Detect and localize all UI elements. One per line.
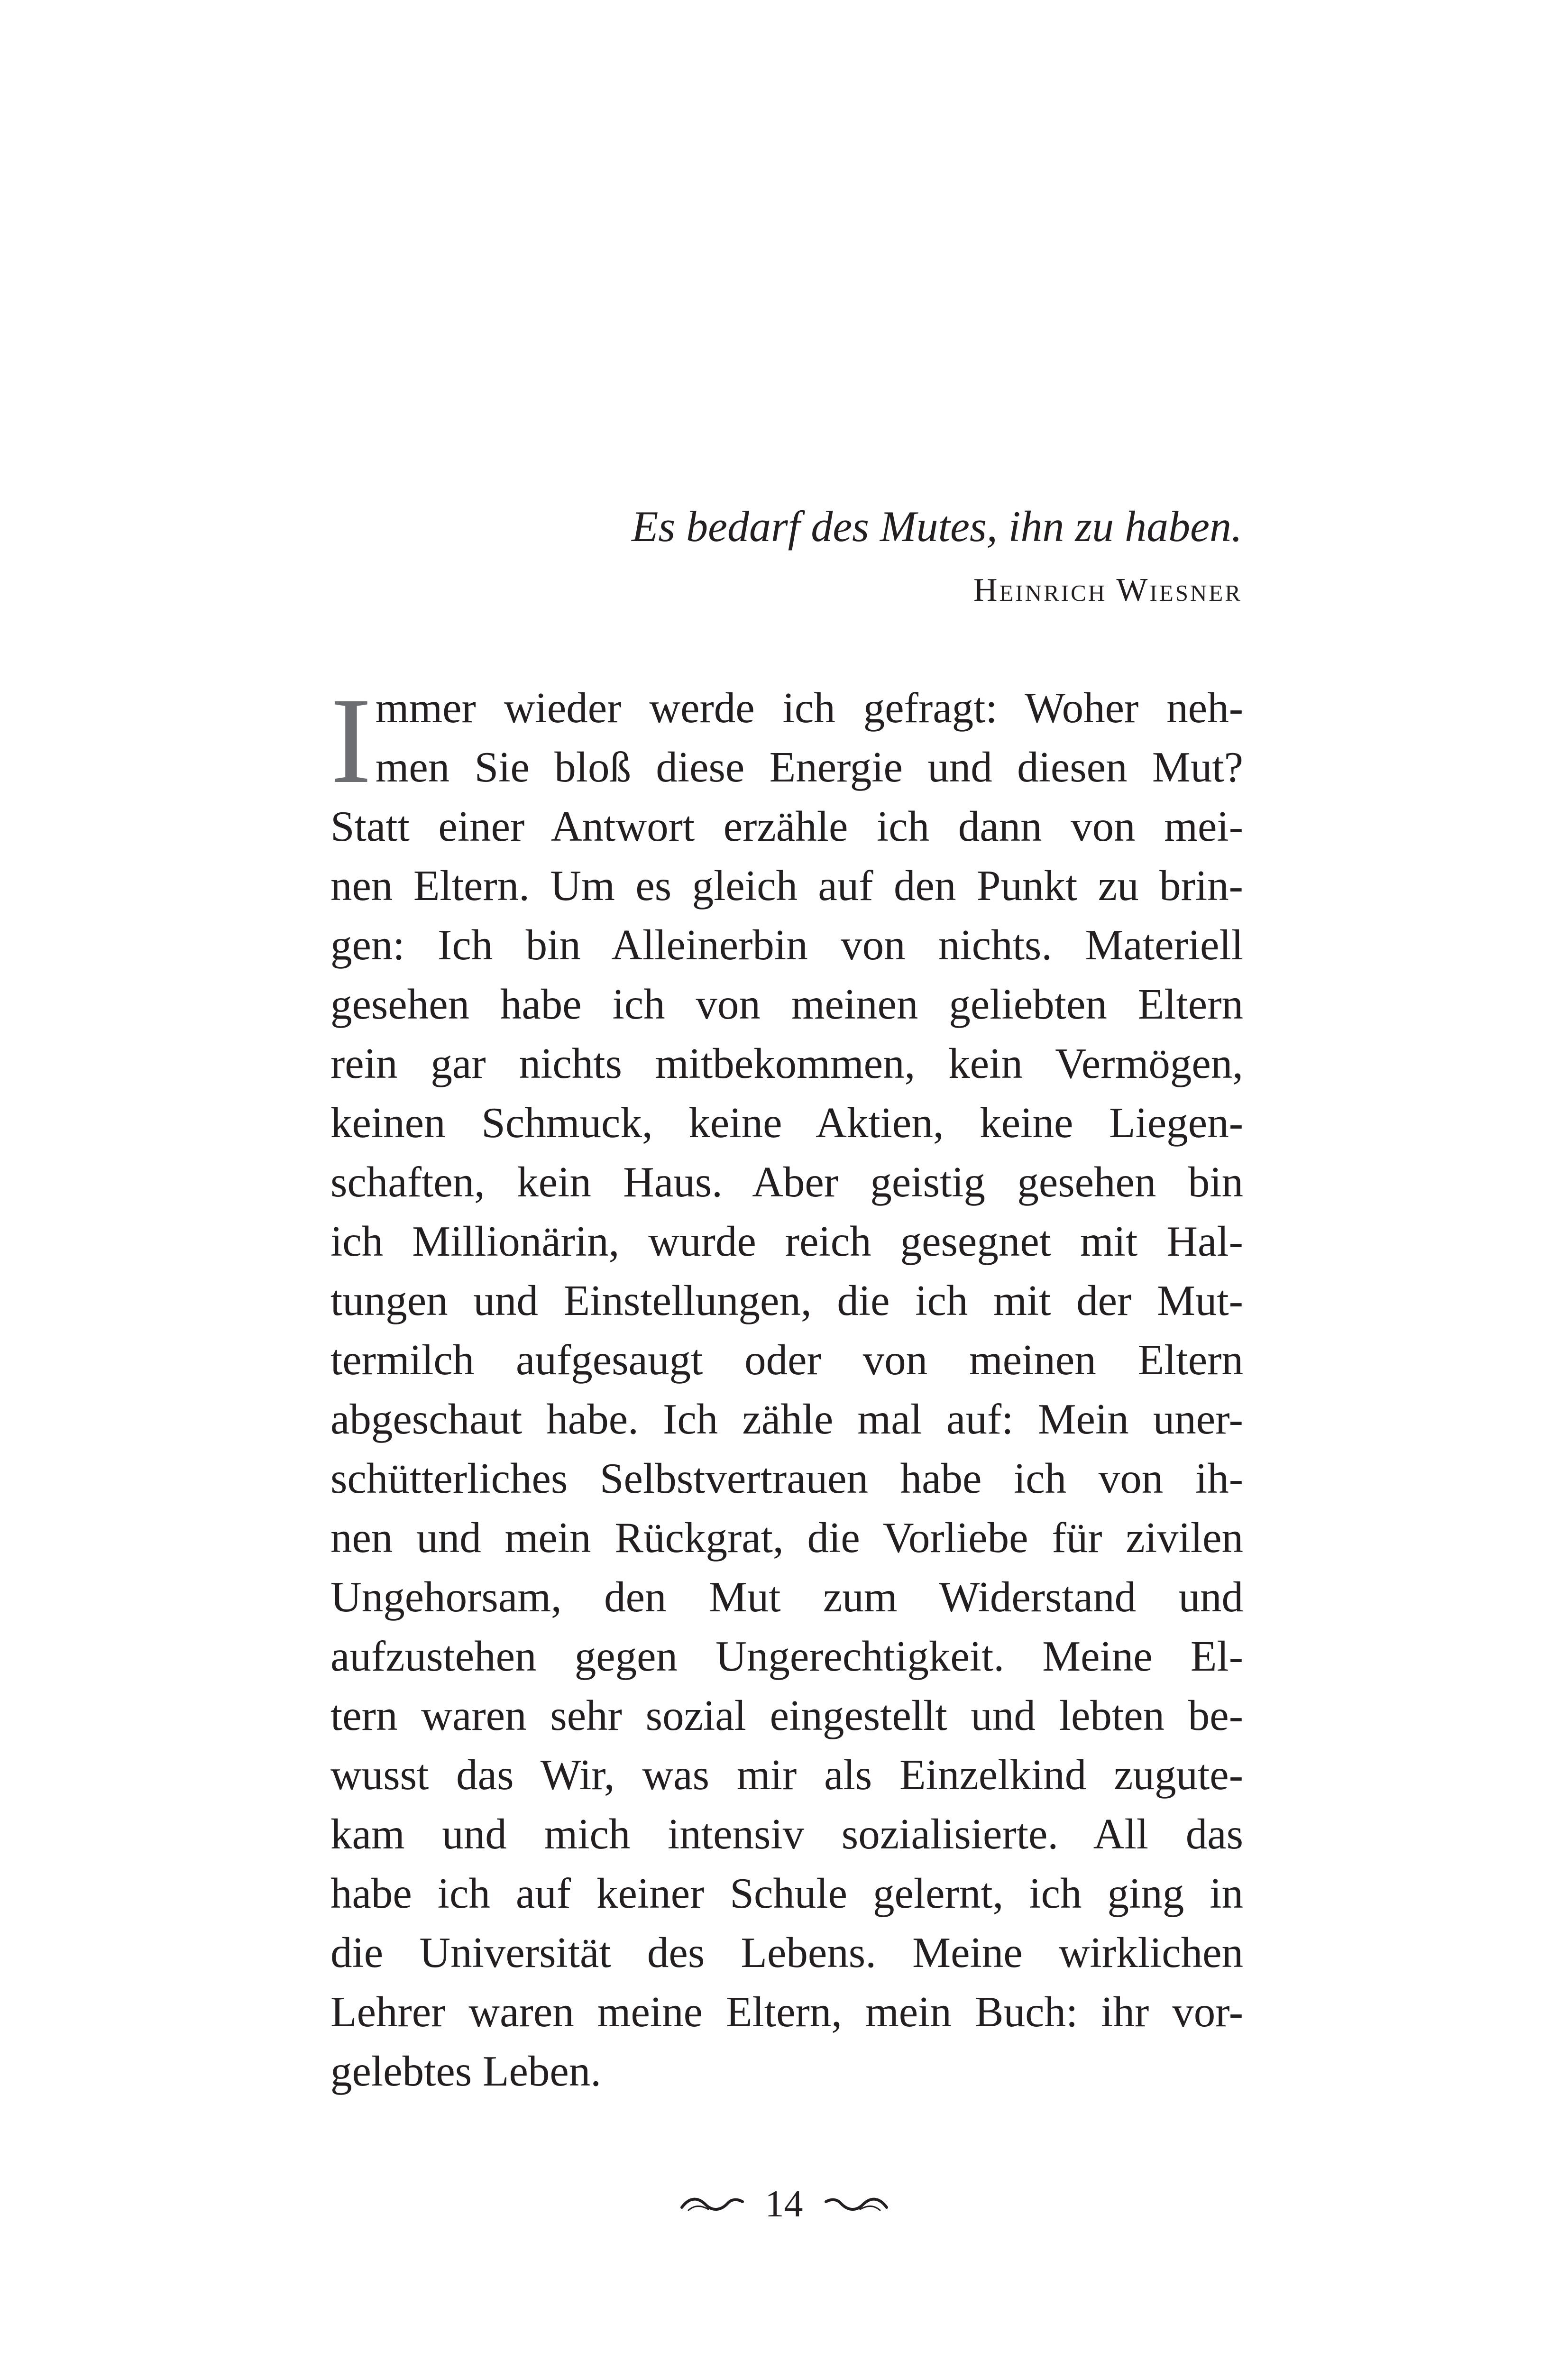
text-line: keinen Schmuck, keine Aktien, keine Liegen-	[330, 1099, 1243, 1147]
text-line: Ungehorsam, den Mut zum Widerstand und	[330, 1573, 1243, 1621]
text-line: kam und mich intensiv sozialisierte. All das	[330, 1810, 1243, 1858]
text-line: abgeschaut habe. Ich zähle mal auf: Mein uner-	[330, 1395, 1243, 1443]
text-line: aufzustehen gegen Ungerechtigkeit. Meine El-	[330, 1632, 1243, 1680]
page-number: 14	[765, 2183, 803, 2225]
text-line: nen und mein Rückgrat, die Vorliebe für zivilen	[330, 1514, 1243, 1562]
text-line: schütterliches Selbstvertrauen habe ich von ih-	[330, 1454, 1243, 1502]
page-footer	[0, 2177, 1568, 2228]
text-line: gesehen habe ich von meinen geliebten Eltern	[330, 980, 1243, 1028]
swash-right-icon	[823, 2192, 889, 2216]
text-line: nen Eltern. Um es gleich auf den Punkt zu brin-	[330, 862, 1243, 910]
text-line: Lehrer waren meine Eltern, mein Buch: ihr vor-	[330, 1988, 1243, 2036]
body-text	[330, 672, 1243, 2101]
text-line: termilch aufgesaugt oder von meinen Eltern	[330, 1336, 1243, 1384]
epigraph	[332, 491, 1242, 619]
text-line: tungen und Einstellungen, die ich mit der Mut-	[330, 1277, 1243, 1324]
text-line: tern waren sehr sozial eingestellt und lebten be-	[330, 1691, 1243, 1739]
text-line: die Universität des Lebens. Meine wirklichen	[330, 1929, 1243, 1976]
text-line: schaften, kein Haus. Aber geistig gesehen bin	[330, 1158, 1243, 1206]
text-line: gen: Ich bin Alleinerbin von nichts. Materiell	[330, 921, 1243, 969]
text-line: gelebtes Leben.	[330, 2047, 602, 2095]
text-line: men Sie bloß diese Energie und diesen Mut?	[375, 743, 1243, 791]
text-line: habe ich auf keiner Schule gelernt, ich ging in	[330, 1869, 1243, 1917]
text-line: mmer wieder werde ich gefragt: Woher neh-	[375, 684, 1243, 732]
epigraph-author: Heinrich Wiesner	[973, 572, 1242, 608]
swash-left-icon	[679, 2192, 745, 2216]
text-line: rein gar nichts mitbekommen, kein Vermögen,	[330, 1039, 1243, 1087]
text-line: wusst das Wir, was mir als Einzelkind zugute-	[330, 1751, 1243, 1799]
text-line: Statt einer Antwort erzähle ich dann von mei-	[330, 802, 1243, 850]
epigraph-quote: Es bedarf des Mutes, ihn zu haben.	[632, 502, 1242, 551]
drop-cap: I	[330, 672, 372, 809]
text-line: ich Millionärin, wurde reich gesegnet mit Hal-	[330, 1217, 1243, 1265]
